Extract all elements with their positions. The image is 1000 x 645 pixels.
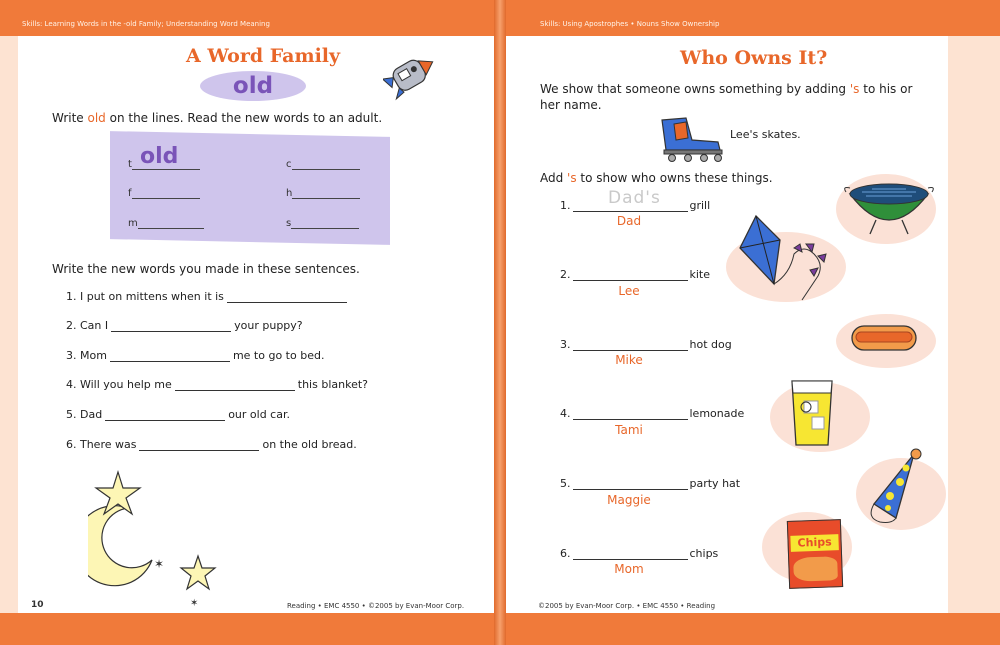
instruction-add-end: to show who owns these things.	[576, 171, 773, 185]
sentence-1-text: 1. I put on mittens when it is	[66, 290, 224, 303]
intro-highlight: 's	[849, 82, 860, 96]
item-2-name: Lee	[618, 284, 640, 298]
sentence-6-text: 6. There was	[66, 438, 137, 451]
chips-icon	[787, 519, 843, 589]
sentence-2-end: your puppy?	[234, 319, 303, 332]
intro-text-end: to his or	[859, 82, 913, 96]
letter-f: f	[128, 188, 132, 199]
sentence-2-text: 2. Can I	[66, 319, 109, 332]
right-margin-strip	[948, 36, 1000, 628]
letter-t: t	[128, 159, 132, 170]
skates-icon	[656, 110, 726, 162]
item-2-blank[interactable]	[573, 269, 688, 281]
moon-stars-icon	[88, 468, 238, 608]
sentence-3-blank[interactable]	[110, 350, 230, 362]
left-page-number: 10	[31, 600, 44, 610]
sentence-2	[66, 319, 303, 332]
sentence-5	[66, 408, 290, 421]
chips-label: Chips	[790, 534, 839, 552]
right-header-bar	[506, 0, 1000, 36]
letter-c: c	[286, 159, 292, 170]
item-1-name: Dad	[616, 214, 642, 228]
right-page-title: Who Owns It?	[680, 47, 828, 69]
sentence-5-text: 5. Dad	[66, 408, 103, 421]
left-footer-text: Reading • EMC 4550 • ©2005 by Evan-Moor Corp.	[287, 602, 465, 610]
book-gutter	[494, 0, 506, 645]
item-5-number: 5.	[560, 477, 571, 490]
right-skills-text: Skills: Using Apostrophes • Nouns Show Ownership	[540, 20, 720, 28]
left-header-bar	[0, 0, 494, 36]
sentence-3-text: 3. Mom	[66, 349, 107, 362]
example-answer: Dad's	[608, 188, 661, 208]
item-3-thing: hot dog	[689, 338, 732, 351]
svg-text:✶: ✶	[154, 557, 165, 571]
ownership-intro	[540, 82, 912, 96]
item-6-name: Mom	[614, 562, 644, 576]
word-line-f[interactable]	[128, 186, 200, 199]
item-3-number: 3.	[560, 338, 571, 351]
word-line-s[interactable]	[286, 216, 359, 229]
item-6-number: 6.	[560, 547, 571, 560]
item-1	[560, 199, 710, 212]
right-footer-text: ©2005 by Evan-Moor Corp. • EMC 4550 • Reading	[538, 602, 716, 610]
rocket-icon	[383, 50, 441, 102]
sentence-5-blank[interactable]	[105, 409, 225, 421]
party-hat-icon	[866, 446, 930, 524]
ownership-intro-line2: her name.	[540, 98, 602, 112]
word-line-c[interactable]	[286, 157, 360, 170]
instruction-text: Write	[52, 111, 88, 125]
item-4-thing: lemonade	[689, 407, 745, 420]
example-sentence: Lee's skates.	[730, 128, 801, 141]
lemonade-icon	[788, 377, 836, 449]
letter-h: h	[286, 188, 293, 199]
item-5	[560, 477, 740, 490]
hot-dog-icon	[850, 322, 918, 354]
instruction-highlight: old	[87, 111, 106, 125]
example-word: old	[140, 144, 179, 169]
write-instruction	[52, 111, 382, 125]
item-6	[560, 547, 718, 560]
sentence-3	[66, 349, 324, 362]
item-2-number: 2.	[560, 268, 571, 281]
item-3-name: Mike	[615, 353, 643, 367]
sentence-4-end: this blanket?	[297, 378, 368, 391]
item-1-blank[interactable]	[573, 200, 688, 212]
sentence-3-end: me to go to bed.	[232, 349, 325, 362]
sentence-4-text: 4. Will you help me	[66, 378, 172, 391]
item-4-name: Tami	[615, 423, 643, 437]
left-page	[0, 0, 494, 628]
item-5-blank[interactable]	[573, 478, 688, 490]
left-margin-strip	[0, 36, 18, 628]
sentence-5-end: our old car.	[228, 408, 290, 421]
sentences-instruction: Write the new words you made in these sentences.	[52, 262, 360, 276]
item-5-thing: party hat	[689, 477, 741, 490]
family-oval	[200, 71, 306, 101]
sentence-2-blank[interactable]	[111, 320, 231, 332]
family-word: old	[232, 73, 274, 99]
item-2	[560, 268, 710, 281]
kite-icon	[734, 214, 844, 304]
item-6-blank[interactable]	[573, 548, 688, 560]
left-footer-bar	[0, 613, 494, 628]
sentence-4	[66, 378, 368, 391]
sentence-4-blank[interactable]	[175, 379, 295, 391]
item-4	[560, 407, 744, 420]
item-1-thing: grill	[689, 199, 711, 212]
item-1-number: 1.	[560, 199, 571, 212]
item-5-name: Maggie	[607, 493, 651, 507]
svg-text:✶: ✶	[190, 598, 199, 608]
item-4-blank[interactable]	[573, 408, 688, 420]
ownership-instruction	[540, 171, 773, 185]
sentence-1-blank[interactable]	[227, 291, 347, 303]
sentence-1	[66, 290, 350, 303]
intro-text: We show that someone owns something by adding	[540, 82, 850, 96]
letter-m: m	[128, 218, 138, 229]
instruction-apostrophe: 's	[567, 171, 577, 185]
letter-s: s	[286, 218, 292, 229]
sentence-6-blank[interactable]	[139, 439, 259, 451]
sentence-6	[66, 438, 357, 451]
item-3	[560, 338, 732, 351]
grill-icon	[842, 176, 936, 238]
right-footer-bar	[506, 613, 1000, 628]
item-3-blank[interactable]	[573, 339, 688, 351]
instruction-text-end: on the lines. Read the new words to an adult.	[105, 111, 383, 125]
item-4-number: 4.	[560, 407, 571, 420]
left-skills-text: Skills: Learning Words in the -old Family; Understanding Word Meaning	[22, 20, 270, 28]
left-page-title: A Word Family	[186, 45, 341, 67]
item-2-thing: kite	[689, 268, 711, 281]
word-line-h[interactable]	[286, 186, 360, 199]
instruction-add-text: Add	[540, 171, 568, 185]
word-line-m[interactable]	[128, 216, 204, 229]
item-6-thing: chips	[689, 547, 719, 560]
sentence-6-end: on the old bread.	[262, 438, 357, 451]
